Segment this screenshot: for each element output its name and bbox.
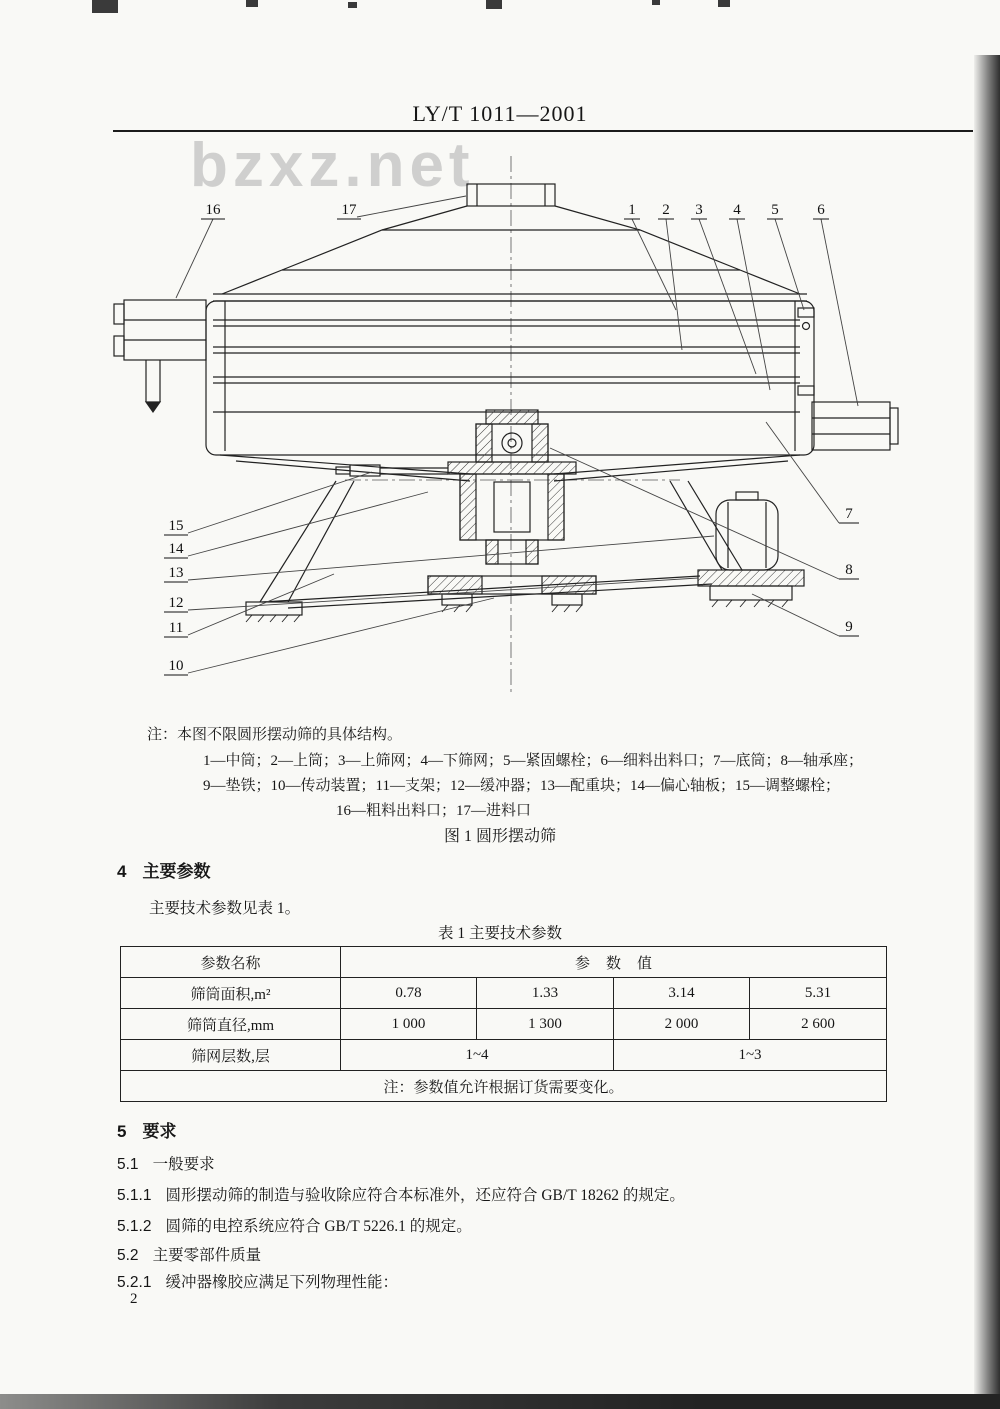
cell-diameter-v4: 2 600 (750, 1009, 887, 1040)
callout-4: 4 (733, 202, 741, 218)
table-row (121, 978, 887, 1009)
scan-edge-bottom (0, 1394, 1000, 1409)
figure-legend-line-3: 16—粗料出料口；17—进料口 (336, 803, 532, 819)
callout-2: 2 (662, 202, 670, 218)
table-note-row (121, 1071, 887, 1102)
clause-text: 圆筛的电控系统应符合 GB/T 5226.1 的规定。 (165, 1218, 472, 1235)
callout-14: 14 (168, 541, 184, 557)
clause-text: 主要零部件质量 (152, 1247, 262, 1264)
table-row (121, 1009, 887, 1040)
cell-diameter-v1: 1 000 (341, 1009, 477, 1040)
clause-label: 5.1.2 (117, 1218, 152, 1235)
scan-artifact (652, 0, 660, 5)
section-5-heading (117, 1117, 176, 1142)
figure-caption: 图 1 圆形摆动筛 (443, 828, 556, 845)
clause-label: 5.1.1 (117, 1187, 152, 1204)
callout-11: 11 (168, 620, 184, 636)
page-number: 2 (130, 1291, 138, 1307)
callout-6: 6 (817, 202, 825, 218)
parameters-table (120, 946, 887, 1102)
cell-header-value: 参数值 (341, 947, 887, 978)
table-title: 表 1 主要技术参数 (437, 925, 562, 942)
cell-area-v4: 5.31 (750, 978, 887, 1009)
clause-5-1-1 (117, 1183, 685, 1205)
scan-artifact (718, 0, 730, 7)
callout-7: 7 (845, 506, 853, 522)
cell-layers-v12: 1~4 (341, 1040, 614, 1071)
cell-area-v2: 1.33 (477, 978, 614, 1009)
cell-layers-name: 筛网层数,层 (121, 1040, 341, 1071)
cell-diameter-v3: 2 000 (614, 1009, 750, 1040)
cell-diameter-v2: 1 300 (477, 1009, 614, 1040)
cell-header-name: 参数名称 (121, 947, 341, 978)
scan-artifact (348, 2, 357, 8)
callout-8: 8 (845, 562, 853, 578)
callout-5: 5 (771, 202, 779, 218)
callout-1: 1 (628, 202, 636, 218)
callout-3: 3 (695, 202, 703, 218)
clause-text: 缓冲器橡胶应满足下列物理性能： (165, 1274, 398, 1291)
figure-note: 注：本图不限圆形摆动筛的具体结构。 (147, 727, 403, 743)
section-5-title: 要求 (142, 1122, 177, 1141)
table-row (121, 1040, 887, 1071)
section-5-number: 5 (117, 1122, 127, 1141)
cell-area-v1: 0.78 (341, 978, 477, 1009)
clause-label: 5.2.1 (117, 1274, 152, 1291)
callout-17: 17 (341, 202, 357, 218)
clause-5-1 (117, 1152, 215, 1174)
clause-5-2-1 (117, 1270, 398, 1292)
figure-drawing (0, 150, 1000, 710)
cell-diameter-name: 筛筒直径,mm (121, 1009, 341, 1040)
ground-ticks (246, 600, 788, 622)
section-4-heading (117, 857, 210, 882)
callout-12: 12 (168, 595, 184, 611)
cell-area-name: 筛筒面积,m² (121, 978, 341, 1009)
callout-13: 13 (168, 565, 184, 581)
callout-16: 16 (205, 202, 221, 218)
clause-label: 5.1 (117, 1156, 139, 1173)
clause-5-1-2 (117, 1214, 472, 1236)
sieve-outline (114, 184, 898, 615)
clause-text: 圆形摆动筛的制造与验收除应符合本标准外，还应符合 GB/T 18262 的规定。 (165, 1187, 685, 1204)
figure-legend-line-2: 9—垫铁；10—传动装置；11—支架；12—缓冲器；13—配重块；14—偏心轴板；15—调整螺栓； (203, 778, 840, 794)
clause-5-2 (117, 1243, 261, 1265)
cell-layers-v34: 1~3 (614, 1040, 887, 1071)
callout-10: 10 (168, 658, 184, 674)
centerlines (345, 156, 680, 695)
watermark: bzxz.net (190, 131, 475, 200)
table-note: 注：参数值允许根据订货需要变化。 (121, 1071, 887, 1102)
section-4-title: 主要参数 (142, 862, 211, 881)
callout-9: 9 (845, 619, 853, 635)
clause-text: 一般要求 (152, 1156, 215, 1173)
document-number: LY/T 1011—2001 (412, 101, 588, 126)
scan-artifact (246, 0, 258, 7)
cell-area-v3: 3.14 (614, 978, 750, 1009)
figure-legend-line-1: 1—中筒；2—上筒；3—上筛网；4—下筛网；5—紧固螺栓；6—细料出料口；7—底筒；8—轴承座； (203, 753, 864, 769)
callout-15: 15 (168, 518, 184, 534)
table-header-row (121, 947, 887, 978)
section-4-intro: 主要技术参数见表 1。 (149, 900, 301, 917)
scan-artifact (92, 0, 118, 13)
scan-artifact (486, 0, 502, 9)
scan-edge-right (974, 55, 1000, 1409)
clause-label: 5.2 (117, 1247, 139, 1264)
section-4-number: 4 (117, 862, 127, 881)
